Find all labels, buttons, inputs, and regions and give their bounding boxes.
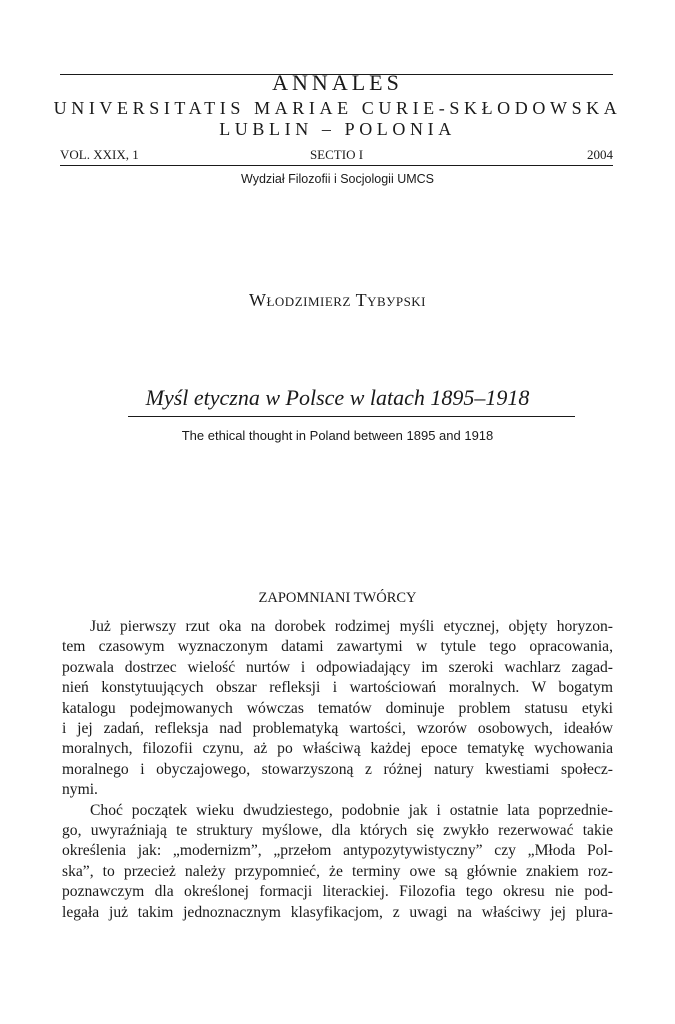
article-author <box>0 290 675 311</box>
title-rule <box>128 416 575 417</box>
author-name: Włodzimierz Tybурski <box>248 290 427 310</box>
text-line: go, uwyraźniają te struktury myślowe, dla których się zwykło rezerwować takie <box>62 821 613 839</box>
faculty-name: Wydział Filozofii i Socjologii UMCS <box>241 172 434 186</box>
header-bottom-rule <box>60 165 613 166</box>
volume-number: VOL. XXIX, 1 <box>60 147 139 162</box>
text-line: pozwala dostrzec wielość nurtów i odpowiadający im szeroki wachlarz zagad- <box>62 658 613 676</box>
text-line: moralnego i obyczajowego, stowarzyszoną z różnej natury kwestiami społecz- <box>62 760 613 778</box>
university-name: UNIVERSITATIS MARIAE CURIE-SKŁODOWSKA <box>53 98 622 118</box>
publication-year: 2004 <box>587 147 613 162</box>
paragraph-1 <box>62 617 613 801</box>
text-line: katalogu podejmowanych wówczas tematów dominuje problem statusu etyki <box>62 699 613 717</box>
article-title: Myśl etyczna w Polsce w latach 1895–1918 <box>145 385 530 410</box>
section-label: SECTIO I <box>309 147 364 162</box>
section-heading: ZAPOMNIANI TWÓRCY <box>258 590 417 606</box>
journal-name: ANNALES <box>272 70 403 95</box>
text-line: Już pierwszy rzut oka na dorobek rodzimej myśli etycznej, objęty horyzon- <box>90 618 613 635</box>
text-line: nymi. <box>62 781 98 799</box>
text-line: ska”, to przecież należy przypomnieć, że terminy owe są głównie znakiem roz- <box>62 862 613 880</box>
text-line: nień konstytuujących obszar refleksji i wartościowań moralnych. W bogatym <box>62 679 613 697</box>
journal-location: LUBLIN – POLONIA <box>219 119 456 139</box>
text-line: poznawczym dla określonej formacji literackiej. Filozofia tego okresu nie pod- <box>62 883 613 901</box>
text-line: moralnych, filozofii czynu, aż po właściwą każdej epoce tematykę wychowania <box>62 740 613 758</box>
text-line: tem czasowym wyznaczonym datami zawartymi w tytule tego opracowania, <box>62 638 613 656</box>
paragraph-2 <box>62 801 613 923</box>
article-subtitle: The ethical thought in Poland between 1895 and 1918 <box>181 428 494 443</box>
text-line: i jej zadań, refleksja nad problematyką wartości, wzorów osobowych, ideałów <box>62 719 613 737</box>
text-line: legała już takim jednoznacznym klasyfikacjom, z uwagi na właściwy jej plura- <box>62 903 613 921</box>
text-line: Choć początek wieku dwudziestego, podobnie jak i ostatnie lata poprzednie- <box>90 801 613 819</box>
text-line: określenia jak: „modernizm”, „przełom antypozytywistyczny” czy „Młoda Pol- <box>62 842 613 860</box>
